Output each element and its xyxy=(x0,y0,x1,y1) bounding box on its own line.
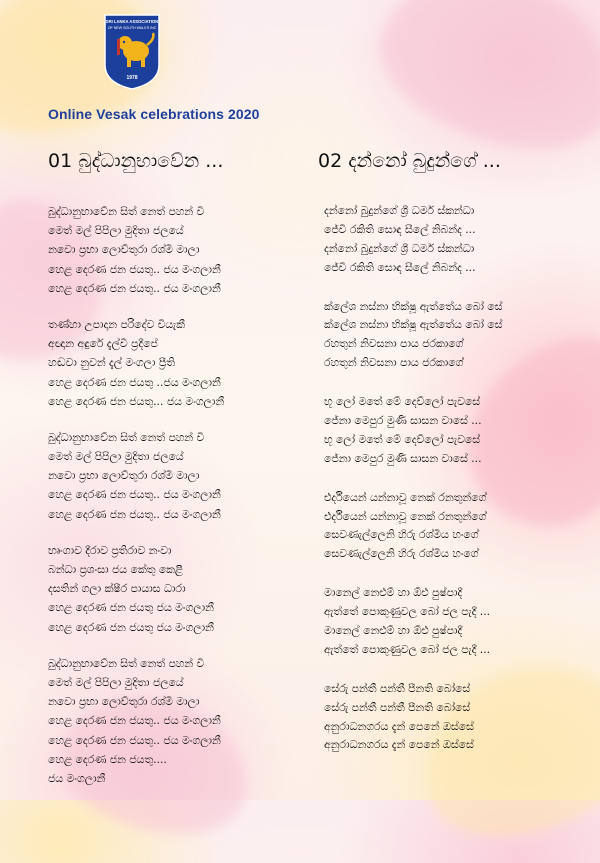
lyric-line: රහතුන් නිවසනා පාය ජරකාගේ xyxy=(324,356,464,370)
page-title: Online Vesak celebrations 2020 xyxy=(48,106,260,122)
lyric-line: මෙත් මල් පිපිලා මුදිතා ජලයේ xyxy=(48,675,184,689)
lyric-line: හෙළ දෙරණ ජන ජයතු.. ජය මංගලානී xyxy=(48,281,221,295)
lyric-line: දන්නෝ බුදුන්ගේ ශ්‍රී ධර්ම ස්කන්ධා xyxy=(324,204,475,217)
stanza xyxy=(318,584,588,660)
lyric-line: හෙළ දෙරණ ජන ජයතු ..ජය මංගලානී xyxy=(48,375,221,389)
lyric-line: හෙළ දෙරණ ජන ජයතු.. ජය මංගලානී xyxy=(48,714,221,728)
lyric-line: සේරු පන්තී පන්තී පීනති බෝසේ xyxy=(324,700,471,714)
lyric-line: සෙවණැල්ලෙනි හිරු රශ්මිය හංගේ xyxy=(324,547,479,561)
lyric-line: මෙත් මල් පිපිලා මුදිතා ජලයේ xyxy=(48,450,184,464)
lyric-line: භූ ලෝ මතේ මේ දෙව්ලෝ පැවසේ xyxy=(324,395,481,409)
stanza xyxy=(48,654,298,788)
stanza-spacer xyxy=(318,469,588,489)
stanza xyxy=(318,202,588,278)
lyric-line: බුද්ධානුභාවේන සිත් නෙත් පහන් වී xyxy=(48,205,205,218)
lyric-line: ජේනා මෙපුර මුණි සාසන වාසේ ... xyxy=(324,451,482,465)
lyric-line: ජේවී රකිති සොඳ සීලේ නිබන්ද ... xyxy=(324,260,476,274)
stanza-spacer xyxy=(48,524,298,541)
stanza-spacer xyxy=(48,411,298,428)
logo-org-line1: SRI LANKA ASSOCIATION xyxy=(105,19,159,24)
lyric-line: මානෙල් නෙළුම් හා ඕළු පුෂ්පාදී xyxy=(324,586,463,600)
association-logo-icon xyxy=(103,13,161,91)
stanza xyxy=(318,298,588,374)
lyric-line: ක්ලේශ නස්නා භික්ෂූ ඇත්තේය බෝ සේ xyxy=(324,318,503,332)
stanza xyxy=(318,393,588,469)
stanza xyxy=(318,489,588,565)
lyric-line: බුද්ධානුභාවේන සිත් නෙත් පහන් වී xyxy=(48,656,205,670)
lyric-line: බුද්ධානුභාවේන සිත් නෙත් පහන් වී xyxy=(48,430,205,444)
lyric-line: නවො ප්‍රභා ලොව්තුරා රශ්මි මාලා xyxy=(48,469,200,483)
lyric-line: ඇත්තේ පොකුණුවල බෝ ජල පැදී ... xyxy=(324,605,491,619)
lyric-line: නවො ප්‍රභා ලොව්තුරා රශ්මි මාලා xyxy=(48,243,200,257)
stanza-spacer xyxy=(318,660,588,680)
lyric-line: අනුරාධනගරය දැන් පෙනේ ඔස්සේ xyxy=(324,719,474,733)
lyric-line: තණ්හා උපාදාන පරිදේව වියැකී xyxy=(48,317,185,331)
lyric-line: ජය මංගලානී xyxy=(48,771,106,785)
lyric-line: හෙළ දෙරණ ජන ජයතු.. ජය මංගලානී xyxy=(48,507,221,521)
lyric-line: ක්ලේශ නස්නා භික්ෂූ ඇත්තේය බෝ සේ xyxy=(324,299,503,313)
lyric-line: දසතින් ගලා ක්ෂීර පායාස ධාරා xyxy=(48,582,186,596)
stanza xyxy=(48,202,298,298)
song-lyrics xyxy=(48,202,298,788)
lyric-line: හෙළ දෙරණ ජන ජයතු.. ජය මංගලානී xyxy=(48,262,221,276)
song-lyrics xyxy=(318,202,588,755)
logo-org-line2: OF NEW SOUTH WALES INC xyxy=(107,26,157,30)
lyric-line: භූ ලෝ මතේ මේ දෙව්ලෝ පැවසේ xyxy=(324,432,481,446)
lyric-line: එර්දියෙන් යන්නාවූ නෙක් රනතුන්ගේ xyxy=(324,490,487,504)
lyric-line: හඬවා නුවන් දැල් මංගලා ප්‍රීති xyxy=(48,356,175,370)
lyric-line: ජේවී රකිති සොඳ සීලේ නිබන්ද ... xyxy=(324,222,476,236)
lyric-line: නවො ප්‍රභා ලොව්තුරා රශ්මි මාලා xyxy=(48,695,200,709)
song-column-1 xyxy=(48,150,298,788)
stanza-spacer xyxy=(48,298,298,315)
logo-year: 1978 xyxy=(126,75,138,81)
lyric-line: භෘංගාව දීරාව ප්‍රතිරාව නංවා xyxy=(48,543,172,557)
song-title: 01 බුද්ධානුභාවේන ... xyxy=(48,150,224,172)
lyric-line: මෙත් මල් පිපිලා මුදිතා ජලයේ xyxy=(48,224,184,238)
lyric-line: හෙළ දෙරණ ජන ජයතු... ජය මංගලානී xyxy=(48,394,225,408)
stanza xyxy=(48,541,298,637)
lyric-line: අනුරාධනගරය දැන් පෙනේ ඔස්සේ xyxy=(324,738,474,752)
lyric-line: එර්දියෙන් යන්නාවූ නෙක් රනතුන්ගේ xyxy=(324,509,487,523)
stanza-spacer xyxy=(48,637,298,654)
lyric-line: හෙළ දෙරණ ජන ජයතු ජය මංගලානී xyxy=(48,620,214,634)
lyric-line: අඥාන අඳුරේ දැල්වී ප්‍රදීපේ xyxy=(48,337,158,351)
stanza xyxy=(48,428,298,524)
song-title: 02 දන්නෝ බුදුන්ගේ ... xyxy=(318,150,501,172)
lyric-line: මානෙල් නෙළුම් හා ඕළු පුෂ්පාදී xyxy=(324,624,463,638)
stanza xyxy=(48,315,298,411)
song-column-2 xyxy=(318,150,588,755)
lyric-line: සේරු පන්තී පන්තී පීනති බෝසේ xyxy=(324,681,471,695)
lyric-line: හෙළ දෙරණ ජන ජයතු ජය මංගලානී xyxy=(48,601,214,615)
lyric-line: රහතුන් නිවසනා පාය ජරකාගේ xyxy=(324,337,464,351)
lyric-line: හෙළ දෙරණ ජන ජයතු.. ජය මංගලානී xyxy=(48,488,221,502)
lyric-line: ජේනා මෙපුර මුණි සාසන වාසේ ... xyxy=(324,414,482,428)
stanza-spacer xyxy=(318,278,588,298)
lyric-line: ඇත්තේ පොකුණුවල බෝ ජල පැදී ... xyxy=(324,642,491,656)
lyric-line: සෙවණැල්ලෙනි හිරු රශ්මිය හංගේ xyxy=(324,528,479,542)
lyric-line: හෙළ දෙරණ ජන ජයතු.. ජය මංගලානී xyxy=(48,733,221,747)
stanza xyxy=(318,680,588,756)
lyric-line: දන්නෝ බුදුන්ගේ ශ්‍රී ධර්ම ස්කන්ධා xyxy=(324,241,475,255)
stanza-spacer xyxy=(318,373,588,393)
stanza-spacer xyxy=(318,564,588,584)
lyric-line: හෙළ දෙරණ ජන ජයතු.... xyxy=(48,752,167,766)
lyric-line: බන්ධා ප්‍රශංසා ජය කේතු කෙළී xyxy=(48,563,184,576)
